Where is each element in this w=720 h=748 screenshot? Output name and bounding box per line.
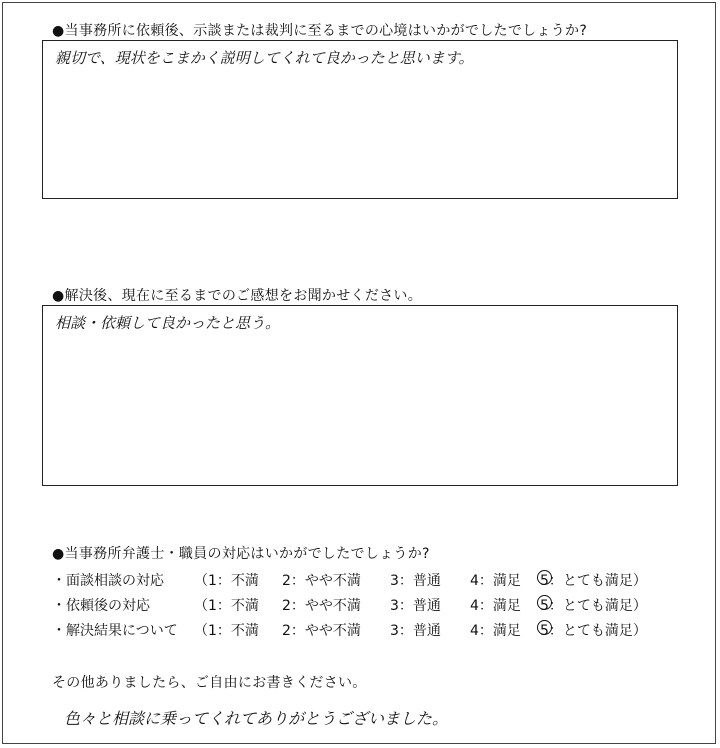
rating-choice-2: 2：やや不満 bbox=[282, 598, 361, 614]
rating-choice-4: 4：満足 bbox=[470, 623, 521, 639]
rating-choice-1: （1：不満 bbox=[194, 623, 259, 639]
rating-label: ・依頼後の対応 bbox=[52, 598, 150, 614]
answer-box-1 bbox=[42, 40, 678, 199]
rating-choice-1: （1：不満 bbox=[194, 598, 259, 614]
answer-1-handwriting: 親切で、現状をこまかく説明してくれて良かったと思います。 bbox=[55, 49, 474, 67]
rating-choice-5: 5：とても満足） bbox=[540, 573, 647, 589]
question-3: ●当事務所弁護士・職員の対応はいかがでしたでしょうか? bbox=[52, 546, 430, 562]
rating-choice-5: 5：とても満足） bbox=[540, 598, 647, 614]
rating-label: ・解決結果について bbox=[52, 623, 178, 639]
rating-choice-4: 4：満足 bbox=[470, 598, 521, 614]
rating-label: ・面談相談の対応 bbox=[52, 573, 164, 589]
rating-choice-5: 5：とても満足） bbox=[540, 623, 647, 639]
question-1: ●当事務所に依頼後、示談または裁判に至るまでの心境はいかがでしたでしょうか? bbox=[52, 23, 588, 39]
rating-choice-2: 2：やや不満 bbox=[282, 573, 361, 589]
rating-choice-2: 2：やや不満 bbox=[282, 623, 361, 639]
answer-2-handwriting: 相談・依頼して良かったと思う。 bbox=[55, 314, 281, 332]
rating-choice-3: 3：普通 bbox=[390, 623, 441, 639]
rating-choice-3: 3：普通 bbox=[390, 573, 441, 589]
rating-choice-3: 3：普通 bbox=[390, 598, 441, 614]
rating-choice-4: 4：満足 bbox=[470, 573, 521, 589]
other-comments-handwriting: 色々と相談に乗ってくれてありがとうございました。 bbox=[64, 709, 449, 728]
rating-choice-1: （1：不満 bbox=[194, 573, 259, 589]
answer-box-2 bbox=[42, 305, 678, 486]
question-2: ●解決後、現在に至るまでのご感想をお聞かせください。 bbox=[52, 288, 423, 304]
other-comments-prompt: その他ありましたら、ご自由にお書きください。 bbox=[52, 675, 367, 691]
